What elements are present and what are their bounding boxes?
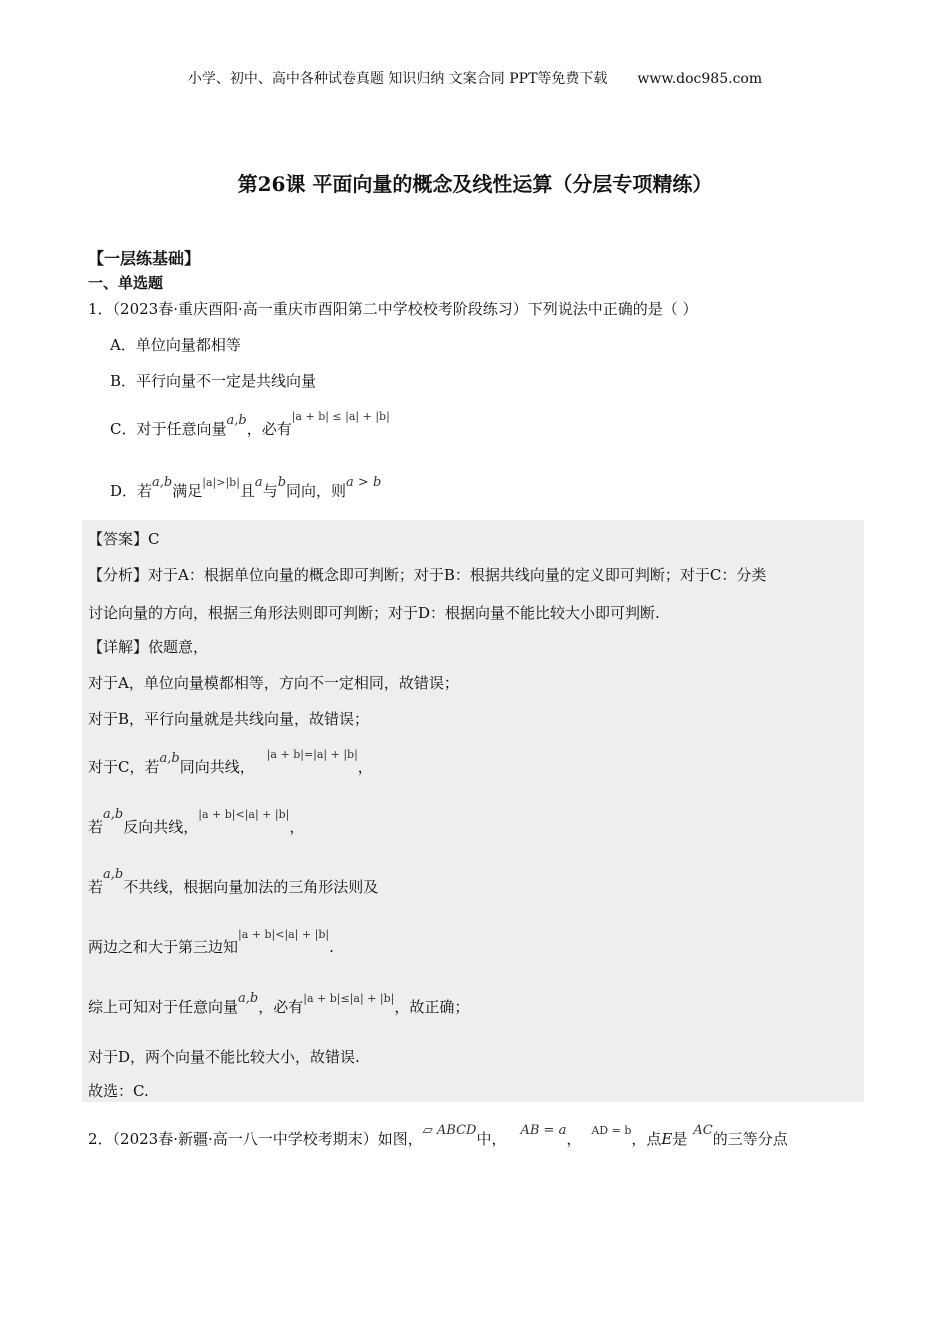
detail-c3-mid: 不共线，根据向量加法的三角形法则及 [123,878,379,896]
detail-c5-prefix: 综上可知对于任意向量 [88,998,239,1016]
detail-c1-mid: 同向共线， [179,758,255,776]
page-header [0,68,950,88]
detail-c4-end: . [329,938,334,956]
detail-line-0 [88,636,208,657]
page-title: 第26课 平面向量的概念及线性运算（分层专项精练） [237,172,713,196]
q1-option-b: B．平行向量不一定是共线向量 [110,372,317,390]
q1-option-d-math2: a > b [346,475,382,490]
q2-math-ad: AD = b [591,1124,632,1137]
header-site[interactable]: www.doc985.com [637,71,763,87]
detail-c1-prefix: 对于C，若 [88,758,160,776]
analysis-line-2: 讨论向量的方向，根据三角形法则即可判断；对于D：根据向量不能比较大小即可判断. [88,604,660,622]
header-text: 小学、初中、高中各种试卷真题 知识归纳 文案合同 PPT等免费下载 [187,71,608,87]
detail-c1-math: |a + b|=|a| + |b| [266,748,358,761]
q2-mid4: 是 [672,1130,688,1148]
detail-label: 【详解】 [88,638,149,656]
subsection-heading: 一、单选题 [88,274,164,292]
q1-option-d [110,475,382,501]
detail-text-0: 依题意， [148,638,209,656]
answer-value: C [148,530,160,548]
q1-option-c-math: |a + b| ≤ |a| + |b| [291,410,390,423]
detail-c3-prefix: 若 [88,878,104,896]
detail-line-b: 对于B，平行向量就是共线向量，故错误； [88,710,370,728]
q2-mid2: ， [566,1130,582,1148]
q1-option-c-prefix: C．对于任意向量 [110,420,227,438]
q1-option-d-mid2: 且 [239,482,255,500]
q1-option-c-mid: ，必有 [246,420,292,438]
q2-stem [88,1123,788,1149]
q1-option-d-mid4: 同向，则 [286,482,347,500]
detail-c2-prefix: 若 [88,818,104,836]
q1-option-d-prefix: D．若 [110,482,153,500]
choice-line: 故选：C. [88,1082,149,1100]
detail-line-c5 [88,991,470,1017]
detail-c3-vars: a,b [103,867,124,882]
detail-c5-mid: ，必有 [258,998,304,1016]
q2-math-ab: AB = a [520,1123,567,1138]
analysis-line-1 [88,564,766,585]
detail-c5-math: |a + b|≤|a| + |b| [303,992,395,1005]
section-heading: 【一层练基础】 [88,249,201,268]
q1-option-a: A．单位向量都相等 [110,336,241,354]
q1-option-d-a: a [254,475,263,490]
detail-c2-math: |a + b|<|a| + |b| [198,808,290,821]
q2-math-parallelogram: ▱ ABCD [422,1123,477,1138]
detail-line-c1 [88,748,373,777]
detail-line-c3 [88,867,379,897]
detail-c1-end: ， [357,758,373,776]
detail-line-c2 [88,807,305,837]
detail-c5-end: ，故正确； [394,998,470,1016]
q1-option-d-mid1: 满足 [172,482,203,500]
q2-stem-prefix: 2．（2023春·新疆·高一八一中学校考期末）如图， [88,1130,423,1148]
detail-c4-prefix: 两边之和大于第三边知 [88,938,239,956]
detail-c2-mid: 反向共线， [123,818,199,836]
q1-option-d-vars: a,b [152,475,173,490]
answer-line [88,528,160,549]
detail-c1-vars: a,b [159,751,180,766]
q2-point-e: E [661,1130,673,1148]
q1-option-c-vars: a,b [226,413,247,428]
q1-stem: 1．（2023春·重庆酉阳·高一重庆市酉阳第二中学校校考阶段练习）下列说法中正确的是（ ） [88,300,698,318]
detail-c4-math: |a + b|<|a| + |b| [238,928,330,941]
detail-line-c4 [88,928,334,957]
q2-mid1: 中， [476,1130,507,1148]
q1-option-d-b: b [277,475,287,490]
q1-option-d-mid3: 与 [262,482,278,500]
q2-math-ac: AC [693,1123,713,1138]
detail-line-d: 对于D，两个向量不能比较大小，故错误. [88,1048,360,1066]
analysis-label: 【分析】 [88,566,149,584]
q2-mid3: ，点 [631,1130,662,1148]
detail-c2-vars: a,b [103,807,124,822]
q1-option-d-math1: |a|>|b| [202,476,240,489]
q2-end: 的三等分点 [712,1130,788,1148]
detail-line-a: 对于A，单位向量模都相等，方向不一定相同，故错误； [88,674,459,692]
answer-label: 【答案】 [88,530,149,548]
analysis-text-1: 对于A：根据单位向量的概念即可判断；对于B：根据共线向量的定义即可判断；对于C：分类 [148,566,767,584]
detail-c5-vars: a,b [238,991,259,1006]
detail-c2-end: ， [289,818,305,836]
